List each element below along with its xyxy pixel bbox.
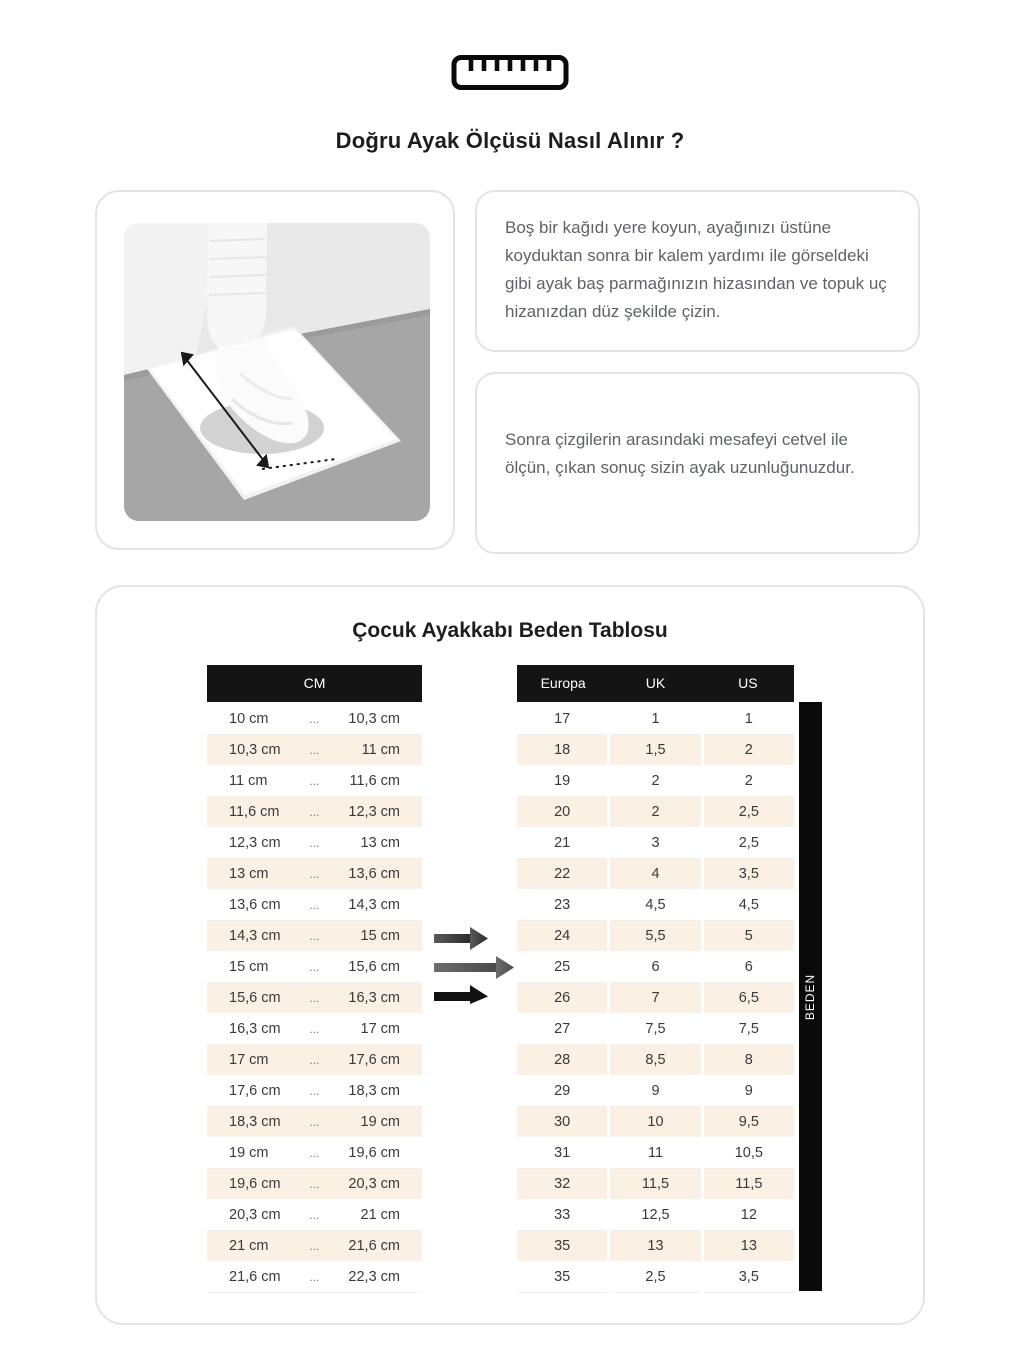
us-value: 6,5 bbox=[704, 983, 794, 1014]
uk-value: 11,5 bbox=[610, 1169, 700, 1200]
range-separator: ... bbox=[309, 867, 320, 881]
beden-side-bar bbox=[799, 702, 822, 1291]
cm-to-value: 18,3 cm bbox=[348, 1083, 400, 1099]
cm-to-value: 22,3 cm bbox=[348, 1269, 400, 1285]
us-value: 2,5 bbox=[704, 797, 794, 828]
cm-from-value: 14,3 cm bbox=[229, 928, 281, 944]
size-table-row bbox=[517, 766, 794, 797]
size-table-row bbox=[517, 1076, 794, 1107]
cm-to-value: 14,3 cm bbox=[348, 897, 400, 913]
cm-from-value: 17,6 cm bbox=[229, 1083, 281, 1099]
cm-table-row bbox=[207, 1169, 422, 1200]
cm-from-value: 19 cm bbox=[229, 1145, 269, 1161]
cm-to-value: 20,3 cm bbox=[348, 1176, 400, 1192]
size-section-title: Çocuk Ayakkabı Beden Tablosu bbox=[352, 619, 668, 642]
us-value: 11,5 bbox=[704, 1169, 794, 1200]
us-value: 4,5 bbox=[704, 890, 794, 921]
cm-from-value: 10,3 cm bbox=[229, 742, 281, 758]
europa-value: 26 bbox=[517, 983, 607, 1014]
range-separator: ... bbox=[309, 1084, 320, 1098]
europa-value: 19 bbox=[517, 766, 607, 797]
uk-value: 2 bbox=[610, 766, 700, 797]
uk-value: 10 bbox=[610, 1107, 700, 1138]
europa-value: 21 bbox=[517, 828, 607, 859]
cm-range-table bbox=[207, 665, 422, 1293]
uk-value: 8,5 bbox=[610, 1045, 700, 1076]
cm-table-row bbox=[207, 766, 422, 797]
size-table-row bbox=[517, 983, 794, 1014]
europa-value: 31 bbox=[517, 1138, 607, 1169]
size-table-row bbox=[517, 921, 794, 952]
size-table-row bbox=[517, 735, 794, 766]
transfer-arrows-icon bbox=[432, 922, 516, 1009]
size-table-header bbox=[517, 665, 794, 702]
cm-to-value: 17 cm bbox=[360, 1021, 400, 1037]
range-separator: ... bbox=[309, 960, 320, 974]
us-value: 6 bbox=[704, 952, 794, 983]
col-header-us: US bbox=[738, 675, 758, 691]
size-table-row bbox=[517, 1200, 794, 1231]
uk-value: 1,5 bbox=[610, 735, 700, 766]
cm-to-value: 12,3 cm bbox=[348, 804, 400, 820]
cm-table-row bbox=[207, 1045, 422, 1076]
cm-from-value: 11 cm bbox=[229, 773, 268, 789]
range-separator: ... bbox=[309, 743, 320, 757]
uk-value: 12,5 bbox=[610, 1200, 700, 1231]
cm-table-header: CM bbox=[207, 665, 422, 702]
size-table-row bbox=[517, 1045, 794, 1076]
beden-label: BEDEN bbox=[803, 973, 818, 1020]
size-table-row bbox=[517, 797, 794, 828]
uk-value: 11 bbox=[610, 1138, 700, 1169]
range-separator: ... bbox=[309, 929, 320, 943]
us-value: 13 bbox=[704, 1231, 794, 1262]
range-separator: ... bbox=[309, 1208, 320, 1222]
europa-value: 22 bbox=[517, 859, 607, 890]
cm-from-value: 19,6 cm bbox=[229, 1176, 281, 1192]
uk-value: 7,5 bbox=[610, 1014, 700, 1045]
cm-from-value: 10 cm bbox=[229, 711, 269, 727]
europa-value: 32 bbox=[517, 1169, 607, 1200]
cm-to-value: 13,6 cm bbox=[348, 866, 400, 882]
cm-table-row bbox=[207, 828, 422, 859]
instruction-step-1: Boş bir kağıdı yere koyun, ayağınızı üstüne koyduktan sonra bir kalem yardımı ile görseldeki gibi ayak baş parmağınızın hizasından ve topuk uç hizanızdan düz şekilde çizin. bbox=[505, 218, 887, 321]
us-value: 9 bbox=[704, 1076, 794, 1107]
europa-value: 35 bbox=[517, 1262, 607, 1293]
cm-to-value: 19,6 cm bbox=[348, 1145, 400, 1161]
cm-to-value: 19 cm bbox=[360, 1114, 400, 1130]
europa-value: 20 bbox=[517, 797, 607, 828]
range-separator: ... bbox=[309, 1177, 320, 1191]
instruction-card-2 bbox=[475, 372, 920, 554]
size-table-row bbox=[517, 952, 794, 983]
cm-to-value: 16,3 cm bbox=[348, 990, 400, 1006]
instruction-card-1 bbox=[475, 190, 920, 352]
range-separator: ... bbox=[309, 1022, 320, 1036]
us-value: 8 bbox=[704, 1045, 794, 1076]
size-table-row bbox=[517, 859, 794, 890]
range-separator: ... bbox=[309, 712, 320, 726]
cm-to-value: 17,6 cm bbox=[348, 1052, 400, 1068]
size-table-row bbox=[517, 1231, 794, 1262]
range-separator: ... bbox=[309, 991, 320, 1005]
uk-value: 4,5 bbox=[610, 890, 700, 921]
europa-value: 28 bbox=[517, 1045, 607, 1076]
cm-table-row bbox=[207, 983, 422, 1014]
cm-to-value: 15,6 cm bbox=[348, 959, 400, 975]
cm-from-value: 21,6 cm bbox=[229, 1269, 281, 1285]
us-value: 2 bbox=[704, 735, 794, 766]
uk-value: 6 bbox=[610, 952, 700, 983]
shoe-size-table bbox=[517, 665, 794, 1293]
size-table-row bbox=[517, 1262, 794, 1293]
us-value: 3,5 bbox=[704, 859, 794, 890]
us-value: 7,5 bbox=[704, 1014, 794, 1045]
range-separator: ... bbox=[309, 1115, 320, 1129]
cm-from-value: 16,3 cm bbox=[229, 1021, 281, 1037]
europa-value: 30 bbox=[517, 1107, 607, 1138]
page-title: Doğru Ayak Ölçüsü Nasıl Alınır ? bbox=[335, 128, 685, 153]
ruler-icon bbox=[0, 54, 1020, 96]
europa-value: 23 bbox=[517, 890, 607, 921]
europa-value: 29 bbox=[517, 1076, 607, 1107]
cm-to-value: 15 cm bbox=[360, 928, 400, 944]
size-table-rows bbox=[517, 704, 794, 1293]
cm-table-row bbox=[207, 1076, 422, 1107]
cm-to-value: 21 cm bbox=[360, 1207, 400, 1223]
cm-from-value: 12,3 cm bbox=[229, 835, 281, 851]
cm-from-value: 11,6 cm bbox=[229, 804, 280, 820]
cm-table-row bbox=[207, 890, 422, 921]
range-separator: ... bbox=[309, 1270, 320, 1284]
cm-from-value: 13,6 cm bbox=[229, 897, 281, 913]
europa-value: 17 bbox=[517, 704, 607, 735]
uk-value: 13 bbox=[610, 1231, 700, 1262]
europa-value: 35 bbox=[517, 1231, 607, 1262]
us-value: 10,5 bbox=[704, 1138, 794, 1169]
uk-value: 2,5 bbox=[610, 1262, 700, 1293]
size-table-row bbox=[517, 1014, 794, 1045]
cm-to-value: 10,3 cm bbox=[348, 711, 400, 727]
cm-from-value: 17 cm bbox=[229, 1052, 269, 1068]
cm-from-value: 15,6 cm bbox=[229, 990, 281, 1006]
uk-value: 9 bbox=[610, 1076, 700, 1107]
range-separator: ... bbox=[309, 836, 320, 850]
europa-value: 33 bbox=[517, 1200, 607, 1231]
foot-on-paper-photo bbox=[124, 223, 430, 521]
range-separator: ... bbox=[309, 1053, 320, 1067]
size-table-row bbox=[517, 828, 794, 859]
size-table-row bbox=[517, 704, 794, 735]
cm-table-row bbox=[207, 1231, 422, 1262]
us-value: 9,5 bbox=[704, 1107, 794, 1138]
cm-table-row bbox=[207, 1138, 422, 1169]
cm-table-row bbox=[207, 952, 422, 983]
europa-value: 24 bbox=[517, 921, 607, 952]
cm-table-row bbox=[207, 704, 422, 735]
us-value: 12 bbox=[704, 1200, 794, 1231]
uk-value: 5,5 bbox=[610, 921, 700, 952]
uk-value: 3 bbox=[610, 828, 700, 859]
size-table-card bbox=[95, 585, 925, 1325]
cm-table-row bbox=[207, 1107, 422, 1138]
instruction-step-2: Sonra çizgilerin arasındaki mesafeyi cetvel ile ölçün, çıkan sonuç sizin ayak uzunluğunuzdur. bbox=[505, 430, 855, 477]
europa-value: 27 bbox=[517, 1014, 607, 1045]
size-table-row bbox=[517, 1107, 794, 1138]
us-value: 1 bbox=[704, 704, 794, 735]
cm-table-row bbox=[207, 1262, 422, 1293]
range-separator: ... bbox=[309, 1146, 320, 1160]
uk-value: 2 bbox=[610, 797, 700, 828]
uk-value: 7 bbox=[610, 983, 700, 1014]
cm-table-rows bbox=[207, 704, 422, 1293]
uk-value: 4 bbox=[610, 859, 700, 890]
col-header-uk: UK bbox=[645, 675, 666, 691]
europa-value: 18 bbox=[517, 735, 607, 766]
size-table-row bbox=[517, 890, 794, 921]
europa-value: 25 bbox=[517, 952, 607, 983]
us-value: 2,5 bbox=[704, 828, 794, 859]
cm-table-row bbox=[207, 859, 422, 890]
range-separator: ... bbox=[309, 1239, 320, 1253]
cm-table-row bbox=[207, 921, 422, 952]
us-value: 5 bbox=[704, 921, 794, 952]
cm-from-value: 13 cm bbox=[229, 866, 269, 882]
cm-to-value: 13 cm bbox=[360, 835, 400, 851]
cm-table-row bbox=[207, 1200, 422, 1231]
cm-from-value: 15 cm bbox=[229, 959, 269, 975]
cm-from-value: 20,3 cm bbox=[229, 1207, 281, 1223]
measurement-photo-card bbox=[95, 190, 455, 550]
col-header-europa: Europa bbox=[540, 675, 586, 691]
cm-table-row bbox=[207, 797, 422, 828]
cm-to-value: 11 cm bbox=[361, 742, 400, 758]
cm-table-row bbox=[207, 1014, 422, 1045]
cm-to-value: 21,6 cm bbox=[348, 1238, 400, 1254]
range-separator: ... bbox=[309, 774, 320, 788]
cm-to-value: 11,6 cm bbox=[349, 773, 400, 789]
size-table-row bbox=[517, 1169, 794, 1200]
cm-table-row bbox=[207, 735, 422, 766]
range-separator: ... bbox=[309, 805, 320, 819]
us-value: 3,5 bbox=[704, 1262, 794, 1293]
us-value: 2 bbox=[704, 766, 794, 797]
cm-from-value: 21 cm bbox=[229, 1238, 269, 1254]
range-separator: ... bbox=[309, 898, 320, 912]
cm-from-value: 18,3 cm bbox=[229, 1114, 281, 1130]
size-table-row bbox=[517, 1138, 794, 1169]
uk-value: 1 bbox=[610, 704, 700, 735]
